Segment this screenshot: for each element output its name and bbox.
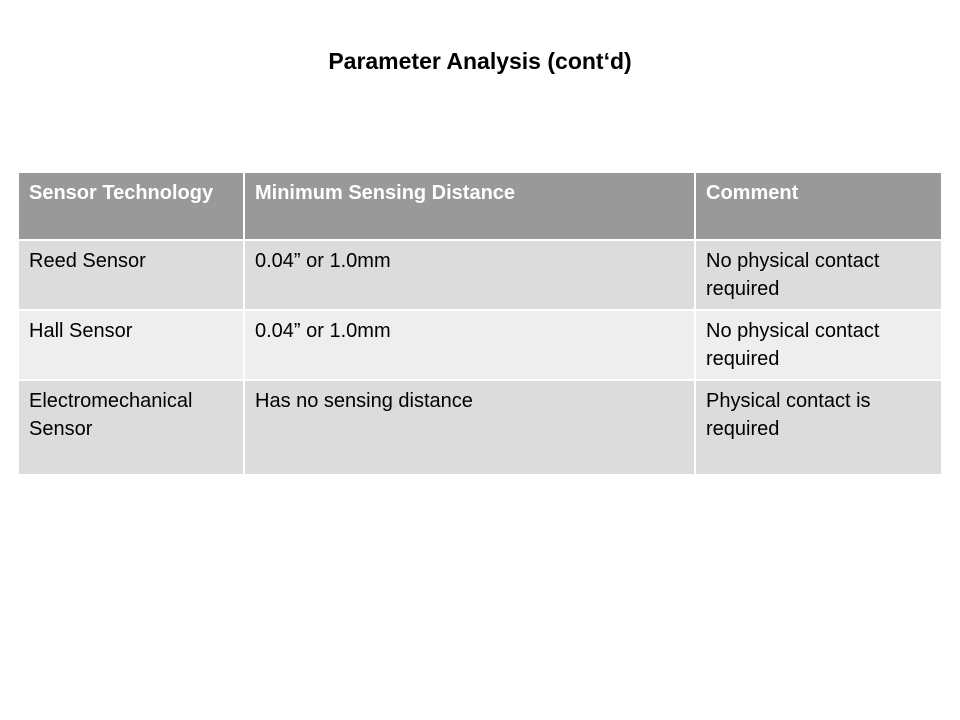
header-comment: Comment [695, 173, 941, 240]
cell-sensor-technology: Electromechanical Sensor [19, 380, 244, 475]
cell-minimum-sensing-distance: 0.04” or 1.0mm [244, 310, 695, 380]
cell-minimum-sensing-distance: 0.04” or 1.0mm [244, 240, 695, 310]
table-row [19, 240, 941, 310]
table-header-row [19, 173, 941, 240]
table-row [19, 380, 941, 475]
parameter-table [19, 173, 941, 476]
cell-comment: No physical contact required [695, 240, 941, 310]
cell-comment: No physical contact required [695, 310, 941, 380]
header-sensor-technology: Sensor Technology [19, 173, 244, 240]
cell-sensor-technology: Hall Sensor [19, 310, 244, 380]
table-row [19, 310, 941, 380]
slide-title: Parameter Analysis (cont‘d) [328, 48, 632, 74]
cell-comment: Physical contact is required [695, 380, 941, 475]
cell-sensor-technology: Reed Sensor [19, 240, 244, 310]
header-minimum-sensing-distance: Minimum Sensing Distance [244, 173, 695, 240]
cell-minimum-sensing-distance: Has no sensing distance [244, 380, 695, 475]
